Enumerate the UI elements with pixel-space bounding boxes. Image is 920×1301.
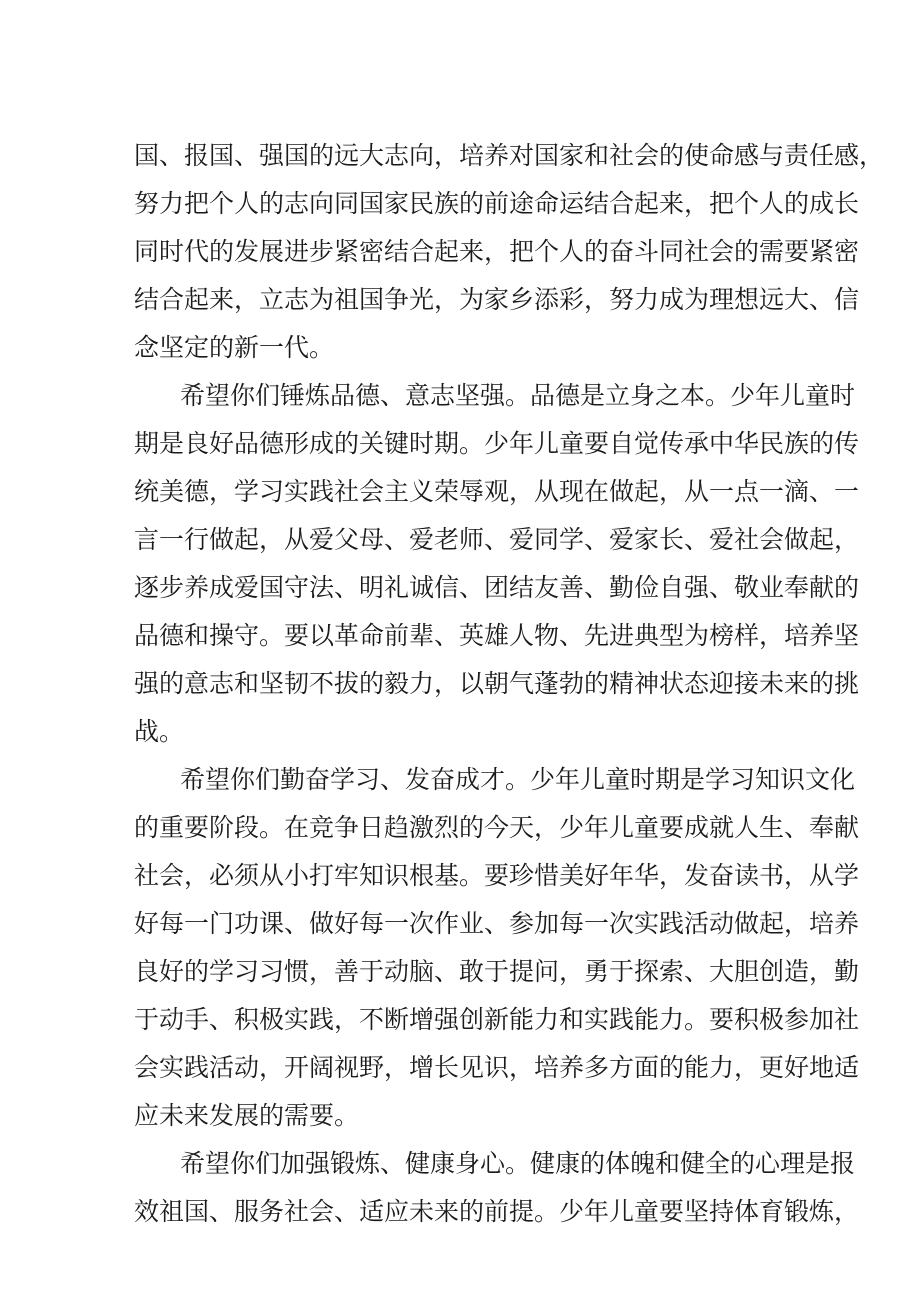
body-text (134, 132, 885, 1236)
text-line: 结合起来，立志为祖国争光，为家乡添彩，努力成为理想远大、信 (134, 285, 860, 314)
text-line: 同时代的发展进步紧密结合起来，把个人的奋斗同社会的需要紧密 (134, 237, 860, 266)
text-line: 念坚定的新一代。 (134, 333, 335, 362)
text-line: 应未来发展的需要。 (134, 1101, 360, 1130)
text-line: 期是良好品德形成的关键时期。少年儿童要自觉传承中华民族的传 (134, 429, 860, 458)
text-line: 战。 (134, 717, 185, 746)
text-line: 逐步养成爱国守法、明礼诚信、团结友善、勤俭自强、敬业奉献的 (134, 573, 860, 602)
text-line: 的重要阶段。在竞争日趋激烈的今天，少年儿童要成就人生、奉献 (134, 813, 860, 842)
text-line: 品德和操守。要以革命前辈、英雄人物、先进典型为榜样，培养坚 (134, 621, 860, 650)
text-line: 社会，必须从小打牢知识根基。要珍惜美好年华，发奋读书，从学 (134, 861, 860, 890)
text-line: 言一行做起，从爱父母、爱老师、爱同学、爱家长、爱社会做起， (134, 525, 860, 554)
paragraph-first-line: 希望你们勤奋学习、发奋成才。少年儿童时期是学习知识文化 (180, 765, 856, 794)
text-line: 努力把个人的志向同国家民族的前途命运结合起来，把个人的成长 (134, 189, 860, 218)
text-line: 国、报国、强国的远大志向，培养对国家和社会的使命感与责任感， (134, 141, 885, 170)
paragraph-first-line: 希望你们加强锻炼、健康身心。健康的体魄和健全的心理是报 (180, 1149, 856, 1178)
text-line: 好每一门功课、做好每一次作业、参加每一次实践活动做起，培养 (134, 909, 860, 938)
text-line: 于动手、积极实践，不断增强创新能力和实践能力。要积极参加社 (134, 1005, 860, 1034)
text-line: 良好的学习习惯，善于动脑、敢于提问，勇于探索、大胆创造，勤 (134, 957, 860, 986)
text-line: 效祖国、服务社会、适应未来的前提。少年儿童要坚持体育锻炼， (134, 1197, 860, 1226)
paragraph-first-line: 希望你们锤炼品德、意志坚强。品德是立身之本。少年儿童时 (180, 381, 856, 410)
text-line: 会实践活动，开阔视野，增长见识，培养多方面的能力，更好地适 (134, 1053, 860, 1082)
text-line: 强的意志和坚韧不拔的毅力，以朝气蓬勃的精神状态迎接未来的挑 (134, 669, 860, 698)
text-line: 统美德，学习实践社会主义荣辱观，从现在做起，从一点一滴、一 (134, 477, 860, 506)
